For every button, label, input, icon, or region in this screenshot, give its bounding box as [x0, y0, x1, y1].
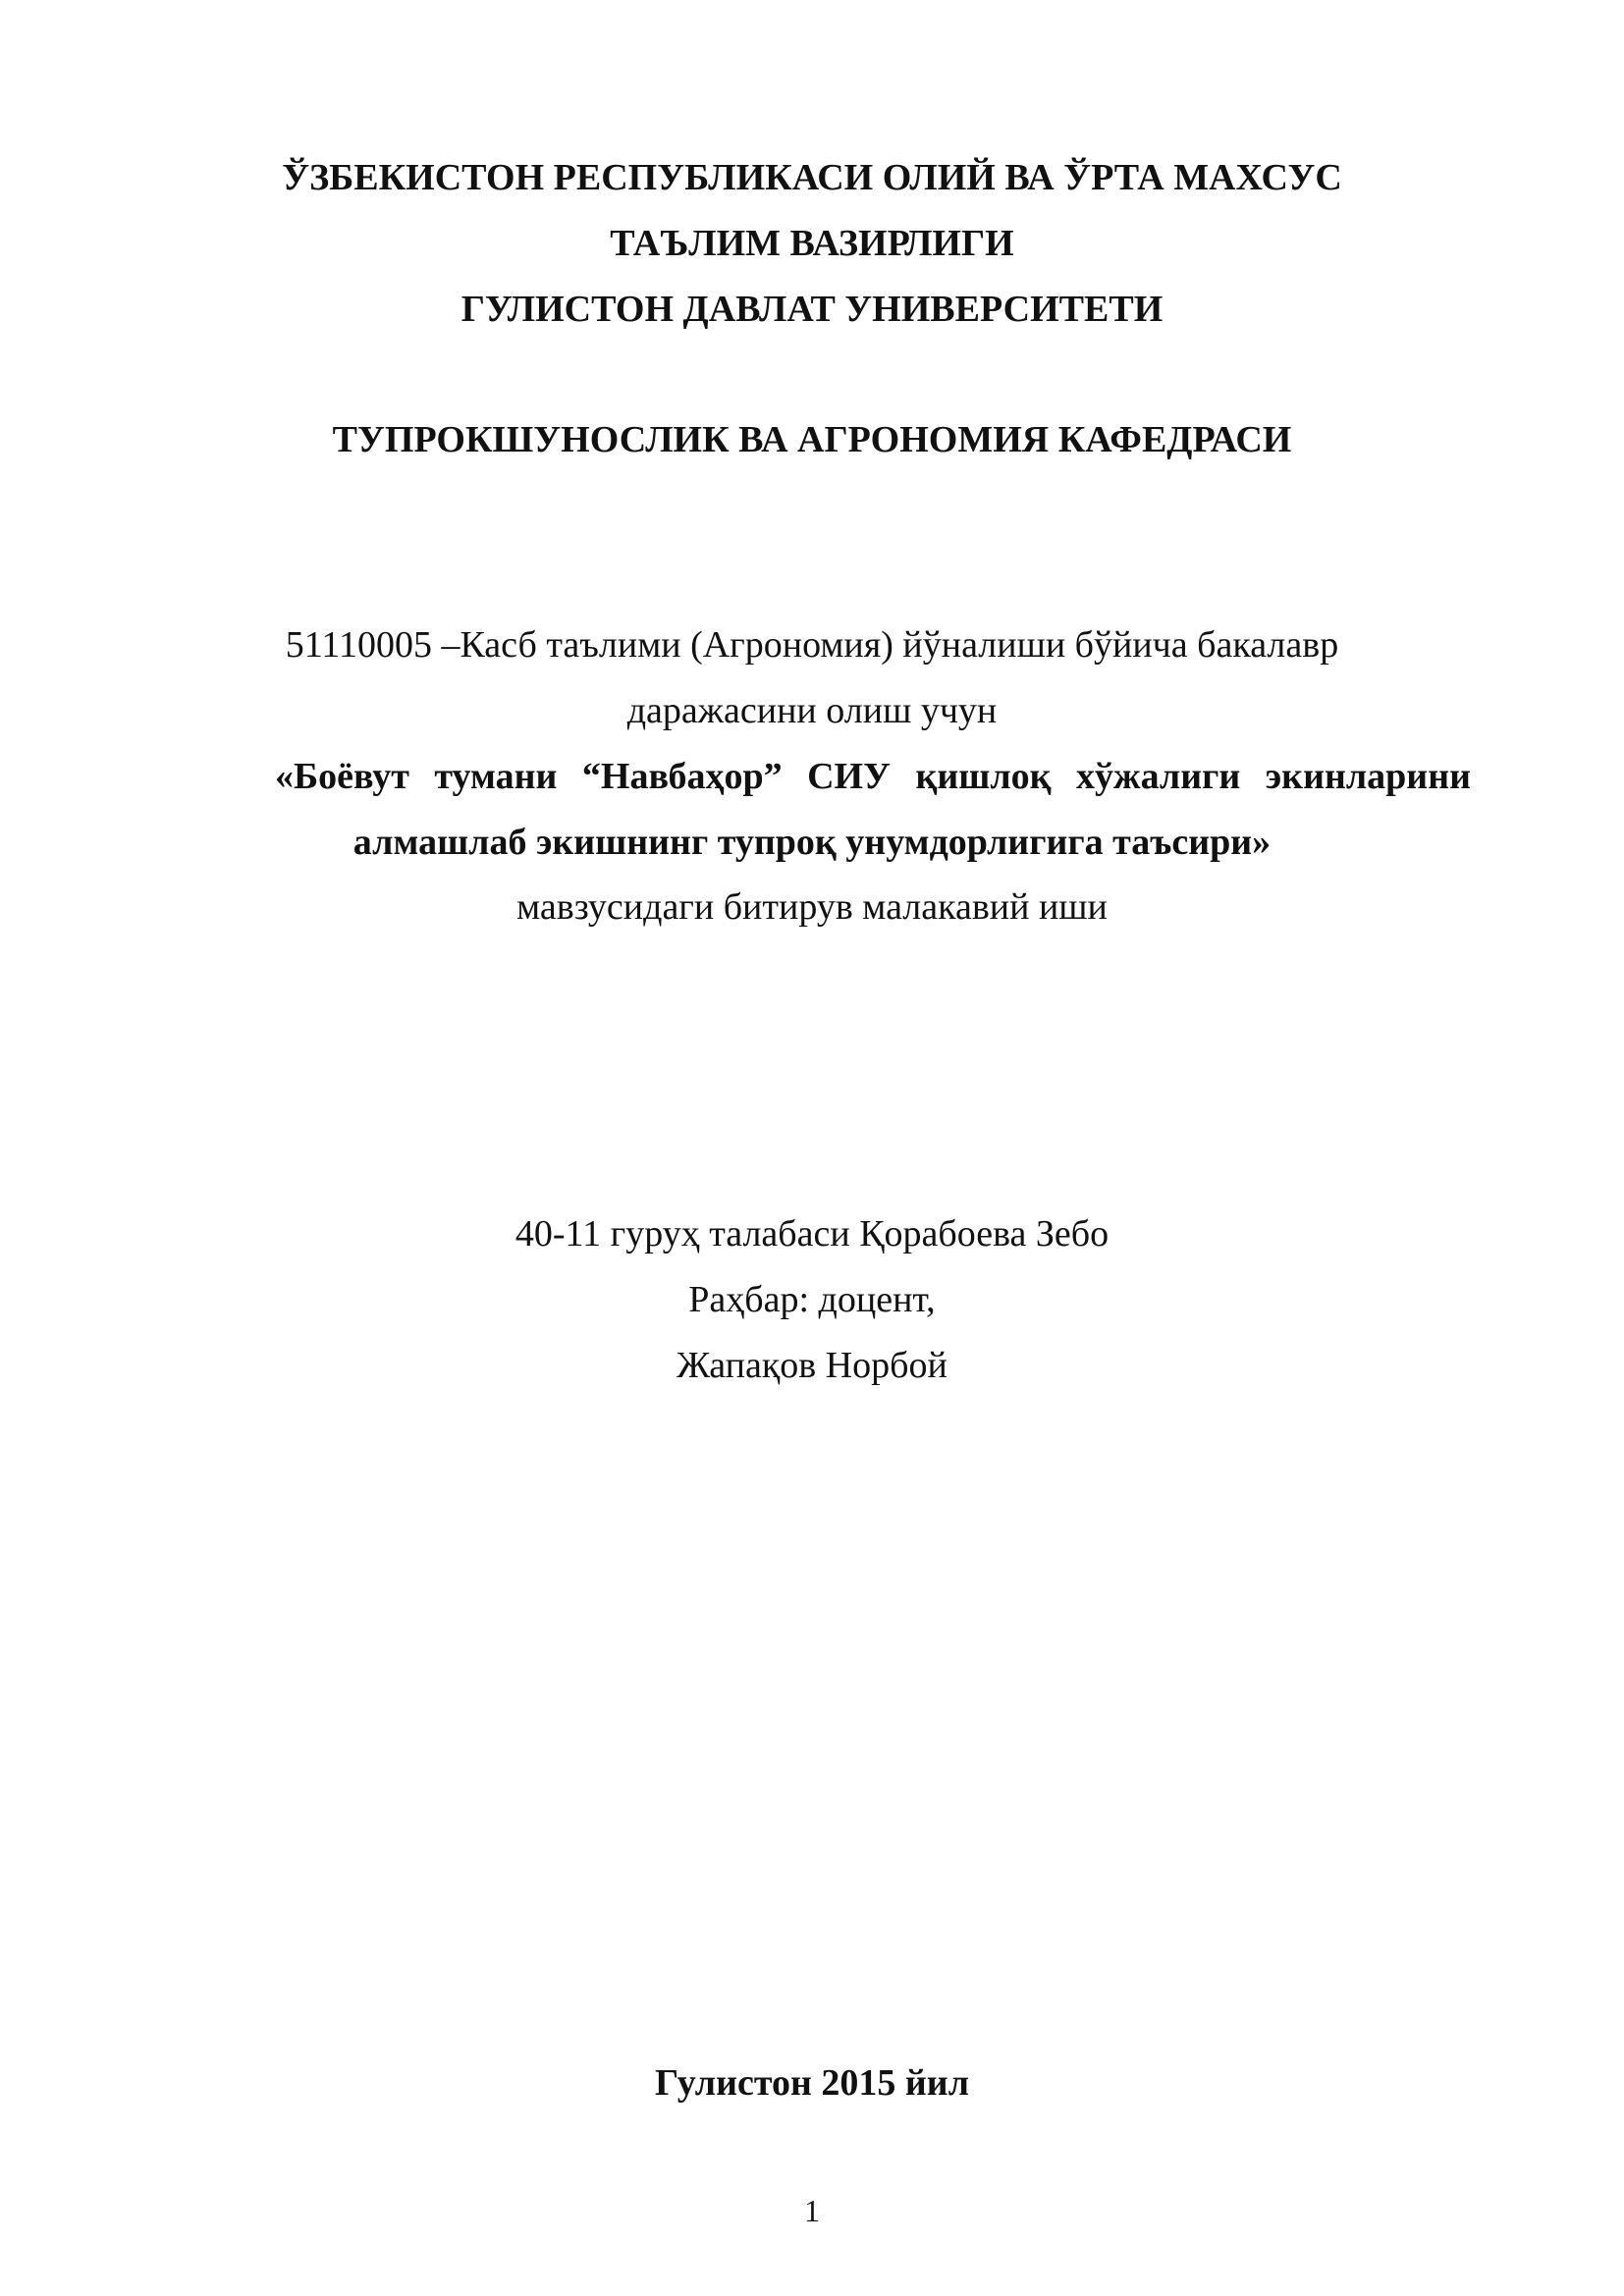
- university-name: ГУЛИСТОН ДАВЛАТ УНИВЕРСИТЕТИ: [460, 289, 1164, 330]
- page-number: 1: [804, 2193, 820, 2228]
- advisor-role-line: Раҳбар: доцент,: [688, 1279, 936, 1320]
- specialty-line: 51110005 –Касб таълими (Агрономия) йўналиши бўйича бакалавр: [285, 624, 1339, 666]
- advisor-name-line: Жапақов Норбой: [677, 1345, 947, 1386]
- work-type-line: мавзусидаги битирув малакавий иши: [516, 886, 1108, 928]
- city-year-line: Гулистон 2015 йил: [654, 2062, 970, 2104]
- student-line: 40-11 гуруҳ талабаси Қорабоева Зебо: [514, 1213, 1110, 1255]
- ministry-title-line-2: ТАЪЛИМ ВАЗИРЛИГИ: [610, 223, 1014, 264]
- thesis-title-line-2: алмашлаб экишнинг тупроқ унумдорлигига таъсири»: [352, 822, 1272, 863]
- degree-line: даражасини олиш учун: [626, 690, 998, 731]
- ministry-title-line-1: ЎЗБЕКИСТОН РЕСПУБЛИКАСИ ОЛИЙ ВА ЎРТА МАХСУС: [282, 157, 1342, 198]
- department-name: ТУПРОКШУНОСЛИК ВА АГРОНОМИЯ КАФЕДРАСИ: [332, 419, 1292, 460]
- thesis-title-line-1: «Боёвут тумани “Навбаҳор” СИУ қишлоқ хўжалиги экинларини: [275, 756, 1471, 797]
